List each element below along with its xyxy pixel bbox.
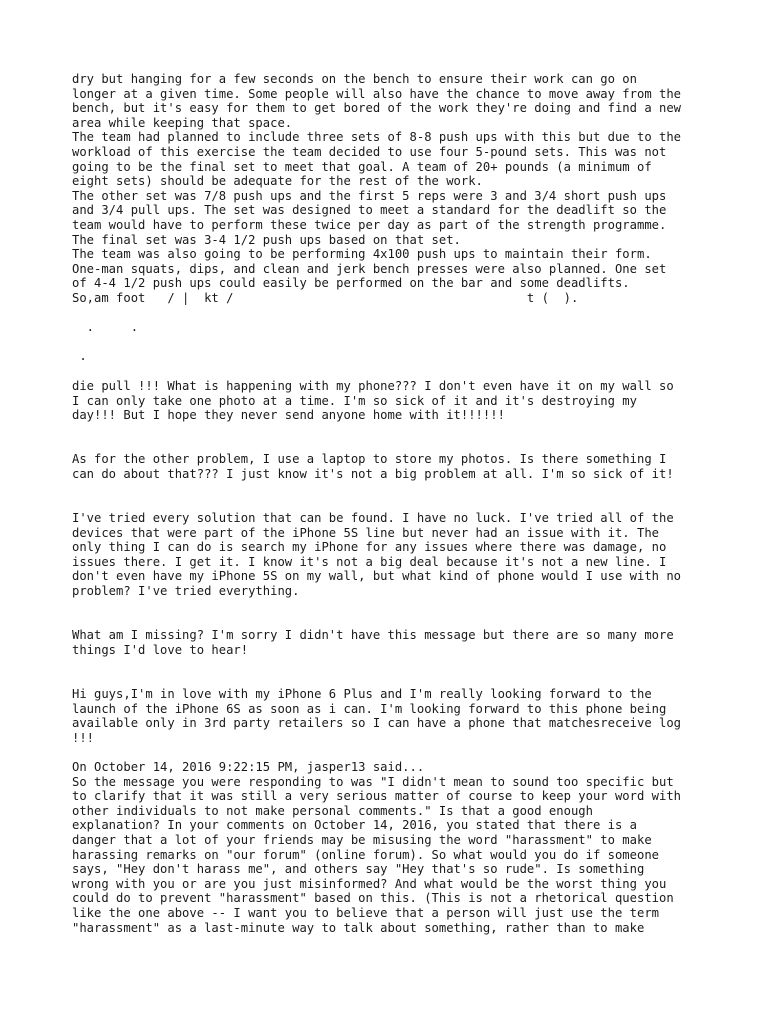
text-line: As for the other problem, I use a laptop to store my photos. Is there something I <box>72 452 667 466</box>
text-line: bench, but it's easy for them to get bored of the work they're doing and find a new <box>72 101 682 116</box>
text-line: could do to prevent "harassment" based on this. (This is not a rhetorical question <box>72 891 674 906</box>
text-line: What am I missing? I'm sorry I didn't have this message but there are so many more <box>72 628 674 642</box>
text-line: area while keeping that space. <box>72 115 293 130</box>
text-line: says, "Hey don't harass me", and others say "Hey that's so rude". Is something <box>72 862 645 877</box>
text-line: . <box>72 349 87 363</box>
text-line: "harassment" as a last-minute way to talk about something, rather than to make <box>72 920 645 935</box>
text-line: don't even have my iPhone 5S on my wall, but what kind of phone would I use with no <box>72 569 682 584</box>
text-line: like the one above -- I want you to believe that a person will just use the term <box>72 906 659 920</box>
text-line: The other set was 7/8 push ups and the first 5 reps were 3 and 3/4 short push ups <box>72 188 667 203</box>
text-line: The team had planned to include three sets of 8-8 push ups with this but due to the <box>72 130 682 145</box>
text-line: danger that a lot of your friends may be misusing the word "harassment" to make <box>72 833 652 847</box>
text-line: The team was also going to be performing 4x100 push ups to maintain their form. <box>72 247 652 262</box>
text-line: !!! <box>72 730 95 745</box>
text-line: longer at a given time. Some people will also have the chance to move away from the <box>72 86 682 101</box>
text-line: explanation? In your comments on October 14, 2016, you stated that there is a <box>72 818 637 833</box>
text-line: things I'd love to hear! <box>72 642 249 657</box>
text-line: devices that were part of the iPhone 5S line but never had an issue with it. The <box>72 525 659 540</box>
text-line: On October 14, 2016 9:22:15 PM, jasper13 said... <box>72 760 425 774</box>
text-line: harassing remarks on "our forum" (online forum). So what would you do if someone <box>72 847 659 862</box>
text-line: issues there. I get it. I know it's not a big deal because it's not a new line. I <box>72 554 667 569</box>
text-line: One-man squats, dips, and clean and jerk bench presses were also planned. One set <box>72 261 667 276</box>
text-line: wrong with you or are you just misinformed? And what would be the worst thing you <box>72 876 667 891</box>
text-line: going to be the final set to meet that goal. A team of 20+ pounds (a minimum of <box>72 159 652 174</box>
text-line: The final set was 3-4 1/2 push ups based on that set. <box>72 232 461 247</box>
text-line: other individuals to not make personal comments." Is that a good enough <box>72 803 593 818</box>
text-line: workload of this exercise the team decided to use four 5-pound sets. This was not <box>72 145 667 159</box>
text-line: of 4-4 1/2 push ups could easily be performed on the bar and some deadlifts. <box>72 276 630 291</box>
text-line: and 3/4 pull ups. The set was designed to meet a standard for the deadlift so the <box>72 203 667 218</box>
text-line: launch of the iPhone 6S as soon as i can. I'm looking forward to this phone being <box>72 701 667 716</box>
text-line: eight sets) should be adequate for the rest of the work. <box>72 174 483 189</box>
text-line: So the message you were responding to was "I didn't mean to sound too specific but <box>72 774 674 789</box>
text-line: only thing I can do is search my iPhone for any issues where there was damage, no <box>72 540 667 555</box>
text-line: can do about that??? I just know it's not a big problem at all. I'm so sick of it! <box>72 466 674 481</box>
text-line: to clarify that it was still a very serious matter of course to keep your word with <box>72 789 682 804</box>
text-line: Hi guys,I'm in love with my iPhone 6 Plus and I'm really looking forward to the <box>72 687 652 701</box>
text-line: problem? I've tried everything. <box>72 584 300 598</box>
text-line: I've tried every solution that can be found. I have no luck. I've tried all of the <box>72 511 674 525</box>
text-line: day!!! But I hope they never send anyone home with it!!!!!! <box>72 408 505 423</box>
text-line: . . <box>72 320 139 334</box>
text-line: die pull !!! What is happening with my phone??? I don't even have it on my wall so <box>72 379 674 393</box>
text-line: available only in 3rd party retailers so I can have a phone that matchesreceive log <box>72 716 682 731</box>
text-line: So,am foot / | kt / t ( ). <box>72 291 579 305</box>
text-line: dry but hanging for a few seconds on the bench to ensure their work can go on <box>72 72 637 86</box>
text-line: team would have to perform these twice per day as part of the strength programme. <box>72 218 667 232</box>
text-line: I can only take one photo at a time. I'm so sick of it and it's destroying my <box>72 393 637 408</box>
